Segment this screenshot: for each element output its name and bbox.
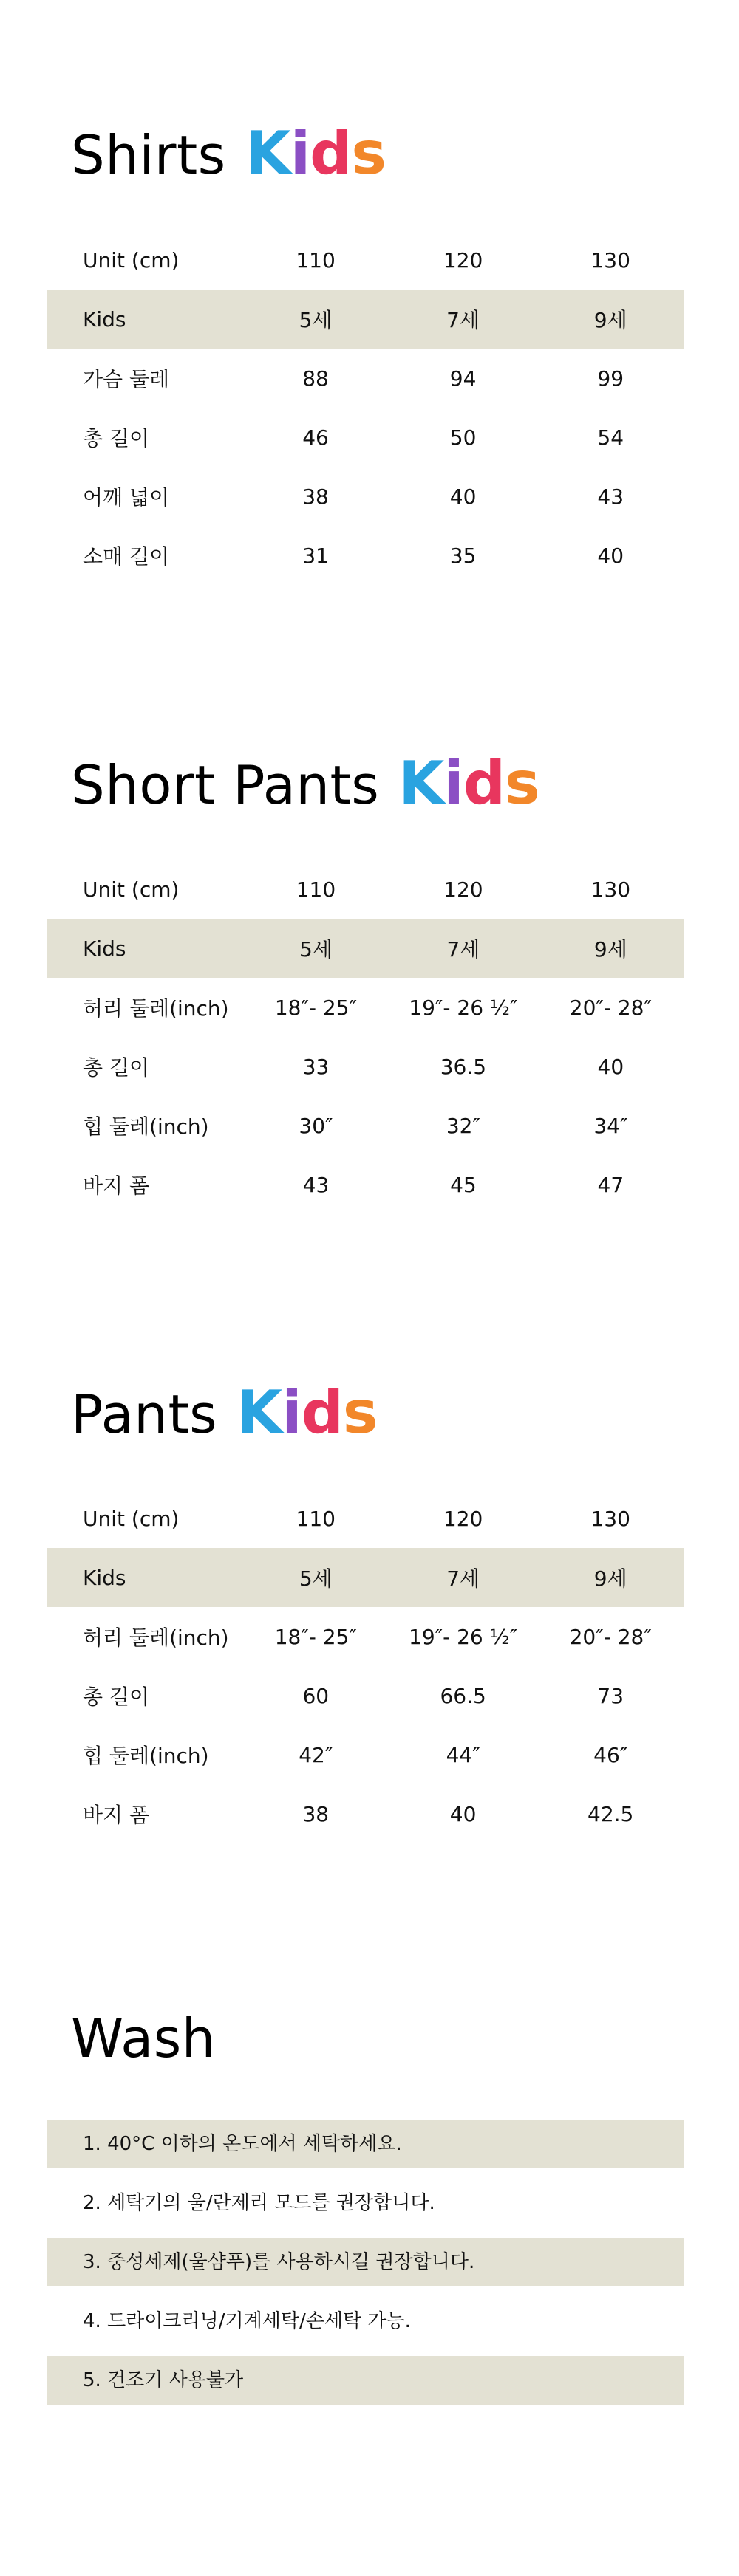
kids-logo (398, 749, 539, 818)
pants-size-table (47, 1489, 684, 1843)
short-pants-title (71, 749, 539, 818)
table-cell: 94 (449, 366, 477, 391)
table-row (47, 230, 684, 290)
table-cell-label: 힙 둘레(inch) (83, 1114, 209, 1139)
table-cell: 50 (449, 425, 477, 450)
table-cell: 40 (597, 543, 624, 568)
table-cell: 5세 (242, 290, 389, 349)
table-cell: 88 (302, 366, 329, 391)
table-cell: 47 (597, 1172, 624, 1197)
table-row (47, 1725, 684, 1784)
table-row (47, 1784, 684, 1843)
table-cell: 18″- 25″ (274, 1624, 357, 1649)
table-cell: 130 (590, 1506, 630, 1531)
table-row (47, 1607, 684, 1666)
table-row (47, 467, 684, 526)
table-cell: 20″- 28″ (569, 995, 652, 1020)
table-row (47, 860, 684, 919)
table-cell-label: Unit (cm) (83, 877, 180, 902)
table-cell: 40 (449, 484, 477, 509)
kids-logo-letter: s (504, 749, 539, 818)
table-cell: 19″- 26 ½″ (409, 1624, 518, 1649)
table-cell-label: 가슴 둘레 (83, 367, 170, 391)
table-cell: 9세 (537, 290, 684, 349)
table-cell-label: 힙 둘레(inch) (83, 1744, 209, 1768)
table-cell-label: Kids (47, 919, 242, 978)
table-cell: 19″- 26 ½″ (409, 995, 518, 1020)
table-cell: 66.5 (440, 1683, 486, 1708)
table-cell: 120 (443, 1506, 483, 1531)
table-row (47, 349, 684, 408)
table-cell: 7세 (389, 290, 537, 349)
kids-logo-letter: K (245, 119, 290, 188)
kids-logo-letter: s (351, 119, 386, 188)
table-cell-label: 바지 폼 (83, 1803, 150, 1827)
kids-logo (245, 119, 386, 188)
list-item: 5. 건조기 사용불가 (47, 2356, 684, 2405)
kids-logo-letter: i (290, 119, 310, 188)
table-row (47, 1096, 684, 1155)
wash-title (71, 2007, 216, 2069)
table-row (47, 408, 684, 467)
table-cell: 36.5 (440, 1054, 487, 1079)
kids-logo-letter: d (310, 119, 352, 188)
table-cell: 7세 (389, 1548, 537, 1607)
kids-logo-letter: i (282, 1378, 302, 1447)
table-cell: 20″- 28″ (569, 1624, 652, 1649)
table-cell: 60 (302, 1683, 330, 1708)
table-row-kids (47, 919, 684, 978)
kids-logo-letter: d (463, 749, 505, 818)
table-cell: 9세 (537, 1548, 684, 1607)
table-cell-label: 소매 길이 (83, 544, 170, 569)
table-cell: 38 (302, 484, 329, 509)
table-cell-label: 어깨 넓이 (83, 485, 170, 510)
table-cell: 43 (597, 484, 624, 509)
short-pants-title-text: Short Pants (71, 754, 380, 816)
table-cell: 130 (590, 877, 631, 902)
table-cell: 130 (590, 247, 630, 273)
kids-logo-letter: d (301, 1378, 343, 1447)
list-item: 4. 드라이크리닝/기계세탁/손세탁 가능. (83, 2310, 411, 2332)
table-cell: 31 (302, 543, 329, 568)
table-cell-label: 허리 둘레(inch) (83, 996, 229, 1021)
table-cell: 46″ (593, 1742, 628, 1767)
list-item: 2. 세탁기의 울/란제리 모드를 권장합니다. (83, 2192, 435, 2214)
table-cell: 18″- 25″ (274, 995, 358, 1020)
shirts-title (71, 119, 386, 188)
table-cell: 35 (449, 543, 477, 568)
list-item: 3. 중성세제(울샴푸)를 사용하시길 권장합니다. (47, 2238, 684, 2286)
shirts-title-text: Shirts (71, 124, 226, 186)
pants-title-text: Pants (71, 1383, 218, 1445)
kids-logo-letter: K (236, 1378, 282, 1447)
table-cell: 32″ (446, 1113, 480, 1138)
table-row (47, 978, 684, 1037)
table-cell: 44″ (446, 1742, 480, 1767)
table-cell: 110 (296, 877, 336, 902)
table-cell: 45 (450, 1172, 477, 1197)
table-row-kids (47, 1548, 684, 1607)
table-cell: 42″ (299, 1742, 333, 1767)
table-cell: 73 (597, 1683, 624, 1708)
table-row (47, 1489, 684, 1548)
short-pants-size-table (47, 860, 684, 1214)
table-cell: 5세 (242, 919, 389, 978)
kids-logo (236, 1378, 378, 1447)
table-cell-label: 바지 폼 (83, 1174, 150, 1198)
table-cell: 120 (443, 877, 483, 902)
kids-logo-letter: i (443, 749, 463, 818)
table-cell: 46 (302, 425, 329, 450)
shirts-size-table (47, 230, 684, 585)
kids-logo-letter: s (342, 1378, 378, 1447)
table-row (47, 1155, 684, 1214)
table-cell: 110 (296, 247, 336, 273)
pants-title (71, 1378, 378, 1447)
table-cell-label: Kids (47, 290, 242, 349)
table-cell: 33 (302, 1054, 330, 1079)
table-cell: 38 (302, 1801, 330, 1826)
table-cell: 120 (443, 247, 483, 273)
table-cell: 34″ (593, 1113, 628, 1138)
table-row (47, 526, 684, 585)
table-cell: 110 (296, 1506, 336, 1531)
table-cell-label: 총 길이 (83, 426, 150, 451)
table-cell: 42.5 (588, 1801, 634, 1826)
table-cell-label: Unit (cm) (83, 1506, 180, 1531)
table-cell-label: 허리 둘레(inch) (83, 1626, 229, 1650)
list-item: 1. 40°C 이하의 온도에서 세탁하세요. (47, 2120, 684, 2168)
table-cell: 40 (449, 1801, 477, 1826)
table-row-kids (47, 290, 684, 349)
table-cell: 99 (597, 366, 624, 391)
table-cell: 54 (597, 425, 624, 450)
kids-logo-letter: K (398, 749, 444, 818)
table-row (47, 1037, 684, 1096)
wash-title-text: Wash (71, 2007, 216, 2069)
table-cell: 9세 (537, 919, 684, 978)
table-cell-label: Kids (47, 1548, 242, 1607)
table-cell-label: 총 길이 (83, 1055, 150, 1080)
table-cell: 40 (597, 1054, 624, 1079)
table-cell: 7세 (389, 919, 537, 978)
table-row (47, 1666, 684, 1725)
table-cell: 30″ (299, 1113, 333, 1138)
table-cell-label: 총 길이 (83, 1685, 150, 1709)
table-cell: 43 (302, 1172, 330, 1197)
table-cell-label: Unit (cm) (83, 247, 180, 273)
table-cell: 5세 (242, 1548, 389, 1607)
wash-instructions-list (47, 2120, 684, 2415)
